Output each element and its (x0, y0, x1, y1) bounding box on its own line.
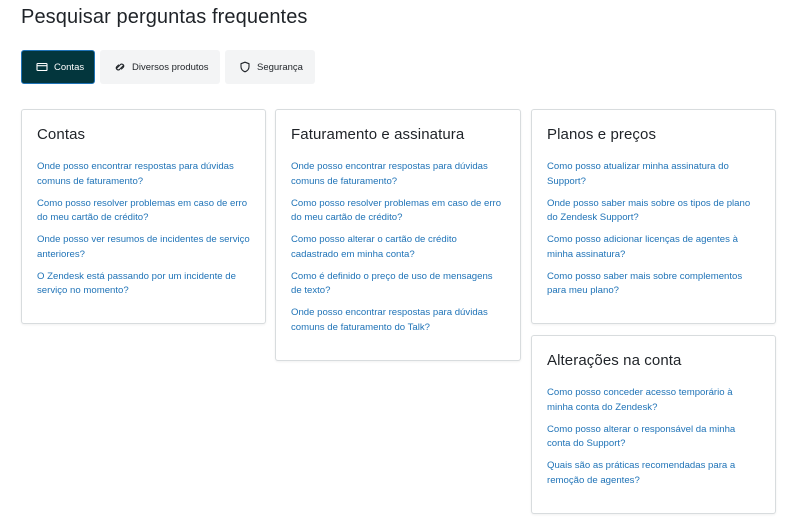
tab-diversos-produtos[interactable] (100, 50, 220, 84)
tab-seguranca[interactable] (225, 50, 315, 84)
faq-link[interactable]: Onde posso encontrar respostas para dúvidas comuns de faturamento do Talk? (291, 307, 488, 333)
faq-link[interactable]: O Zendesk está passando por um incidente de serviço no momento? (37, 270, 236, 296)
category-tabs (21, 50, 315, 84)
tab-contas[interactable] (21, 50, 95, 84)
faq-link[interactable]: Onde posso ver resumos de incidentes de serviço anteriores? (37, 234, 250, 260)
sync-icon (114, 61, 126, 73)
faq-link[interactable]: Como posso alterar o cartão de crédito cadastrado em minha conta? (291, 234, 457, 260)
faq-link[interactable]: Como posso alterar o responsável da minha conta do Support? (547, 423, 736, 449)
faq-link[interactable]: Como posso atualizar minha assinatura do Support? (547, 161, 729, 187)
faq-link[interactable]: Como posso adicionar licenças de agentes à minha assinatura? (547, 234, 738, 260)
faq-link[interactable]: Como posso saber mais sobre complementos para meu plano? (547, 270, 743, 296)
tab-label: Contas (54, 61, 85, 73)
shield-icon (239, 61, 251, 73)
faq-link[interactable]: Onde posso encontrar respostas para dúvidas comuns de faturamento? (37, 161, 234, 187)
card-title: Contas (37, 126, 86, 143)
faq-link[interactable]: Onde posso saber mais sobre os tipos de plano do Zendesk Support? (547, 197, 751, 223)
card-contas (21, 109, 266, 324)
page-title: Pesquisar perguntas frequentes (21, 6, 308, 28)
faq-link[interactable]: Como posso conceder acesso temporário à minha conta do Zendesk? (547, 387, 733, 413)
faq-link[interactable]: Quais são as práticas recomendadas para a remoção de agentes? (547, 460, 736, 486)
card-alteracoes-conta (531, 335, 776, 514)
credit-card-icon (36, 61, 48, 73)
faq-link[interactable]: Como é definido o preço de uso de mensagens de texto? (291, 270, 493, 296)
tab-label: Segurança (257, 61, 303, 73)
card-faturamento-assinatura (275, 109, 521, 361)
card-title: Faturamento e assinatura (291, 126, 465, 143)
card-planos-precos (531, 109, 776, 324)
faq-link[interactable]: Como posso resolver problemas em caso de erro do meu cartão de crédito? (37, 197, 248, 223)
card-title: Planos e preços (547, 126, 657, 143)
faq-link[interactable]: Como posso resolver problemas em caso de erro do meu cartão de crédito? (291, 197, 502, 223)
tab-label: Diversos produtos (132, 61, 209, 73)
card-title: Alterações na conta (547, 352, 682, 369)
faq-link[interactable]: Onde posso encontrar respostas para dúvidas comuns de faturamento? (291, 161, 488, 187)
